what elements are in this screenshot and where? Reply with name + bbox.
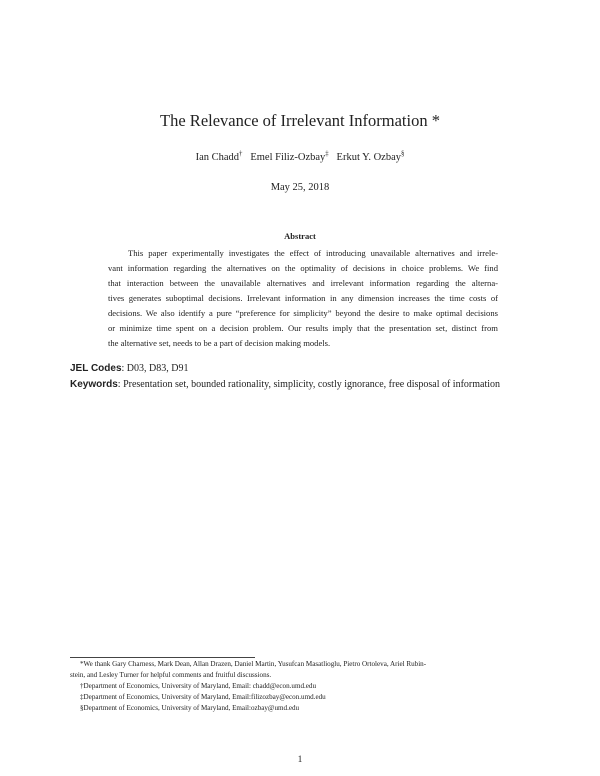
abstract-heading: Abstract (284, 231, 316, 241)
footnote: stein, and Lesley Turner for helpful comments and fruitful discussions. (70, 671, 272, 679)
footnote-rule (70, 657, 255, 658)
page-number: 1 (297, 755, 303, 765)
footnote: ‡Department of Economics, University of Maryland, Email:filizozbay@econ.umd.edu (80, 693, 326, 701)
abstract-line: the alternative set, needs to be a part of decision making models. (108, 338, 331, 348)
author: Ian Chadd† (195, 150, 243, 163)
abstract-line: that interaction between the unavailable alternatives and irrelevant information regarding the alterna- (108, 278, 498, 288)
footnote: §Department of Economics, University of Maryland, Email:ozbay@umd.edu (80, 704, 300, 712)
date: May 25, 2018 (270, 182, 330, 193)
author: Erkut Y. Ozbay§ (336, 150, 405, 163)
author: Emel Filiz-Ozbay‡ (250, 150, 329, 163)
abstract-line: or minimize time spent on a decision problem. Our results imply that the presentation set, distinct from (108, 323, 498, 333)
abstract-line: decisions. We also identify a pure “preference for simplicity” beyond the desire to make optimal decisions (108, 308, 498, 318)
footnote: *We thank Gary Charness, Mark Dean, Allan Drazen, Daniel Martin, Yusufcan Masatlioglu, Pietro Ortoleva, Ariel Rubin- (80, 660, 427, 668)
abstract-line: vant information regarding the alternatives on the optimality of decisions in choice problems. We find (108, 263, 498, 273)
abstract-line: tives generates suboptimal decisions. Irrelevant information in any dimension increases the time costs of (108, 293, 498, 303)
footnote: †Department of Economics, University of Maryland, Email: chadd@econ.umd.edu (80, 682, 317, 690)
abstract-line: This paper experimentally investigates the effect of introducing unavailable alternatives and irrele- (128, 248, 498, 258)
keywords: Keywords: Presentation set, bounded rationality, simplicity, costly ignorance, free disposal of information (70, 379, 501, 390)
jel-codes: JEL Codes: D03, D83, D91 (70, 363, 189, 374)
authors (0, 150, 600, 163)
paper-title: The Relevance of Irrelevant Information * (160, 111, 440, 130)
